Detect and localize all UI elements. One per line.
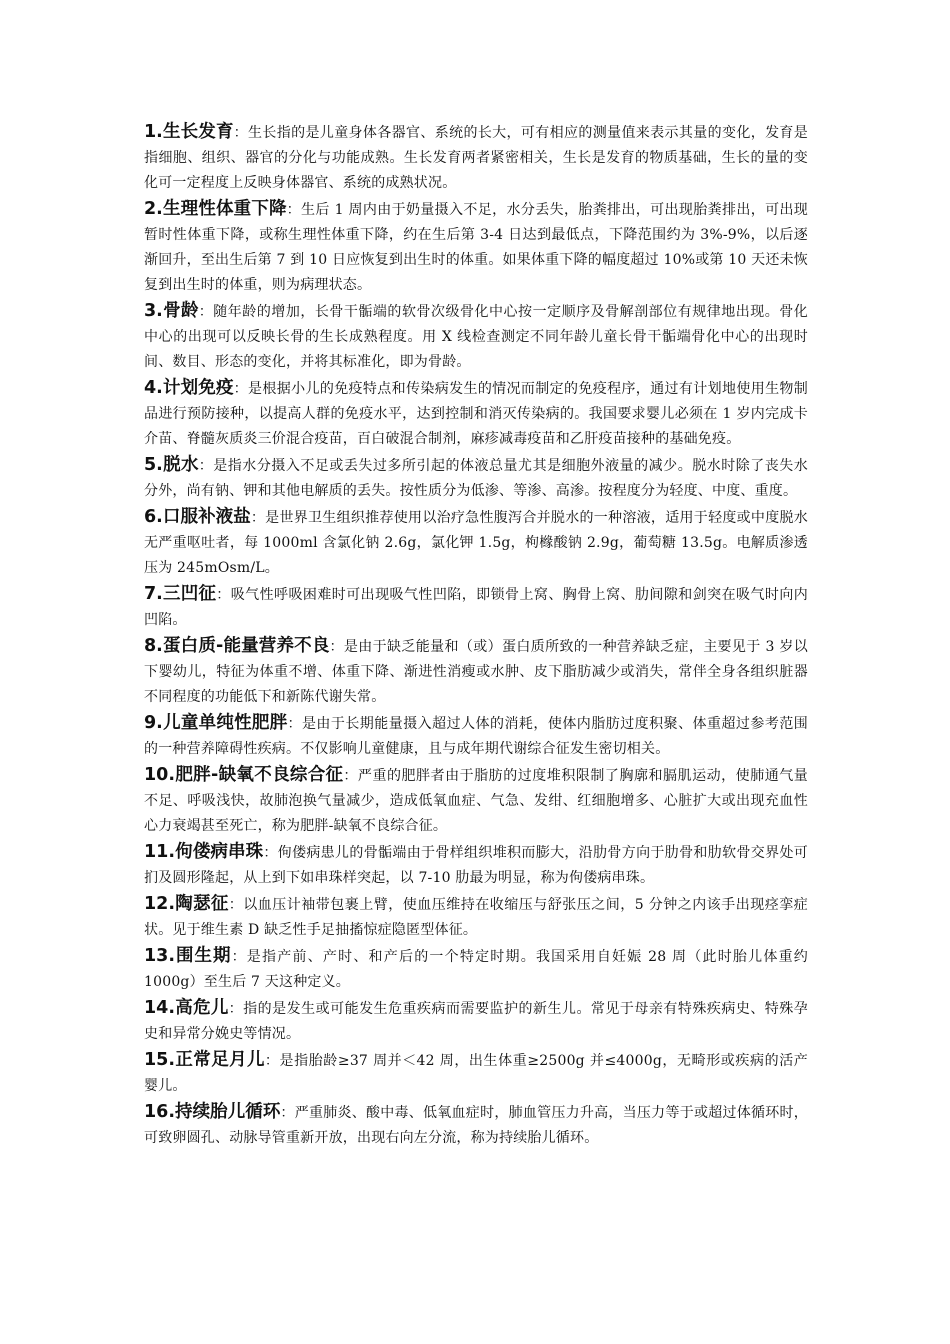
definition-entry-13 [144, 944, 808, 995]
definition-entry-5 [144, 453, 808, 504]
definition-entry-12 [144, 892, 808, 943]
term-colon: ： [228, 1001, 244, 1017]
term-definition: 佝偻病患儿的骨骺端由于骨样组织堆积而膨大，沿肋骨方向于肋骨和肋软骨交界处可扪及圆形隆起，从上到下如串珠样突起，以 7-10 肋最为明显，称为佝偻病串珠。 [144, 845, 808, 886]
term-definition: 是由于缺乏能量和（或）蛋白质所致的一种营养缺乏症，主要见于 3 岁以下婴幼儿，特征为体重不增、体重下降、渐进性消瘦或水肿、皮下脂肪减少或消失，常伴全身各组织脏器不同程度的功能低下和新陈代谢失常。 [144, 639, 809, 705]
term-colon: ： [228, 897, 244, 913]
term-colon: ： [287, 716, 302, 732]
definition-entry-7 [144, 582, 808, 633]
term-title: 13.围生期 [144, 946, 232, 966]
term-colon: ： [231, 949, 247, 965]
term-colon: ： [233, 125, 249, 141]
term-definition: 指的是发生或可能发生危重疾病而需要监护的新生儿。常见于母亲有特殊疾病史、特殊孕史和异常分娩史等情况。 [144, 1001, 808, 1042]
term-definition: 是指水分摄入不足或丢失过多所引起的体液总量尤其是细胞外液量的减少。脱水时除了丧失水分外，尚有钠、钾和其他电解质的丢失。按性质分为低渗、等渗、高渗。按程度分为轻度、中度、重度。 [144, 458, 808, 499]
term-title: 16.持续胎儿循环 [144, 1102, 281, 1122]
definition-entry-2 [144, 197, 808, 298]
term-definition: 是指胎龄≥37 周并＜42 周，出生体重≥2500g 并≤4000g，无畸形或疾病的活产婴儿。 [144, 1053, 808, 1094]
term-title: 10.肥胖-缺氧不良综合征 [144, 765, 344, 785]
term-title: 3.骨龄 [144, 301, 199, 321]
term-title: 4.计划免疫 [144, 378, 234, 398]
term-colon: ： [198, 304, 214, 320]
definition-entry-14 [144, 996, 808, 1047]
definition-entry-6 [144, 505, 808, 581]
term-colon: ： [198, 458, 214, 474]
term-title: 15.正常足月儿 [144, 1050, 265, 1070]
term-colon: ： [280, 1105, 295, 1121]
term-definition: 以血压计袖带包裹上臂，使血压维持在收缩压与舒张压之间，5 分钟之内该手出现痉挛症状。见于维生素 D 缺乏性手足抽搐惊症隐匿型体征。 [144, 897, 808, 938]
term-title: 7.三凹征 [144, 584, 217, 604]
term-title: 9.儿童单纯性肥胖 [144, 713, 288, 733]
term-colon: ： [343, 768, 358, 784]
definition-entry-9 [144, 711, 808, 762]
term-definition: 吸气性呼吸困难时可出现吸气性凹陷，即锁骨上窝、胸骨上窝、肋间隙和剑突在吸气时向内凹陷。 [144, 587, 809, 628]
term-title: 1.生长发育 [144, 122, 234, 142]
term-definition: 是世界卫生组织推荐使用以治疗急性腹泻合并脱水的一种溶液，适用于轻度或中度脱水无严重呕吐者，每 1000ml 含氯化钠 2.6g，氯化钾 1.5g，枸橼酸钠 2.9g，葡萄糖 13.5g。电解质渗透压为 245mOsm/L。 [144, 510, 808, 576]
term-title: 5.脱水 [144, 455, 199, 475]
term-definition: 生后 1 周内由于奶量摄入不足，水分丢失，胎粪排出，可出现胎粪排出，可出现暂时性体重下降，或称生理性体重下降，约在生后第 3-4 日达到最低点，下降范围约为 3%-9%，以后逐渐回升，至出生后第 7 到 10 日应恢复到出生时的体重。如果体重下降的幅度超过 10%或第 10 天还未恢复到出生时的体重，则为病理状态。 [144, 202, 809, 293]
term-colon: ： [250, 510, 266, 526]
definition-entry-1 [144, 120, 808, 196]
term-colon: ： [263, 845, 278, 861]
term-definition: 严重的肥胖者由于脂肪的过度堆积限制了胸廓和膈肌运动，使肺通气量不足、呼吸浅快，故肺泡换气量减少，造成低氧血症、气急、发绀、红细胞增多、心脏扩大或出现充血性心力衰竭甚至死亡，称为肥胖-缺氧不良综合征。 [144, 768, 808, 834]
term-colon: ： [286, 202, 302, 218]
definition-entry-4 [144, 376, 808, 452]
term-definition: 随年龄的增加，长骨干骺端的软骨次级骨化中心按一定顺序及骨解剖部位有规律地出现。骨化中心的出现可以反映长骨的生长成熟程度。用 X 线检查测定不同年龄儿童长骨干骺端骨化中心的出现时间、数目、形态的变化，并将其标准化，即为骨龄。 [144, 304, 808, 370]
term-definition: 是根据小儿的免疫特点和传染病发生的情况而制定的免疫程序，通过有计划地使用生物制品进行预防接种，以提高人群的免疫水平，达到控制和消灭传染病的。我国要求婴儿必须在 1 岁内完成卡介苗、脊髓灰质炎三价混合疫苗，百白破混合制剂，麻疹减毒疫苗和乙肝疫苗接种的基础免疫。 [144, 381, 808, 447]
term-definition: 是由于长期能量摄入超过人体的消耗，使体内脂肪过度积聚、体重超过参考范围的一种营养障碍性疾病。不仅影响儿童健康，且与成年期代谢综合征发生密切相关。 [144, 716, 809, 757]
definition-entry-10 [144, 763, 808, 839]
definition-entry-16 [144, 1100, 808, 1151]
term-title: 11.佝偻病串珠 [144, 842, 264, 862]
term-colon: ： [264, 1053, 280, 1069]
term-title: 2.生理性体重下降 [144, 199, 287, 219]
definition-entry-15 [144, 1048, 808, 1099]
term-title: 8.蛋白质-能量营养不良 [144, 636, 330, 656]
term-colon: ： [329, 639, 344, 655]
term-definition: 是指产前、产时、和产后的一个特定时期。我国采用自妊娠 28 周（此时胎儿体重约 1000g）至生后 7 天这种定义。 [144, 949, 808, 990]
definition-entry-8 [144, 634, 808, 710]
term-definition: 生长指的是儿童身体各器官、系统的长大，可有相应的测量值来表示其量的变化，发育是指细胞、组织、器官的分化与功能成熟。生长发育两者紧密相关，生长是发育的物质基础，生长的量的变化可一定程度上反映身体器官、系统的成熟状况。 [144, 125, 808, 191]
term-definition: 严重肺炎、酸中毒、低氧血症时，肺血管压力升高，当压力等于或超过体循环时，可致卵圆孔、动脉导管重新开放，出现右向左分流，称为持续胎儿循环。 [144, 1105, 808, 1146]
term-colon: ： [233, 381, 249, 397]
document-page [144, 120, 808, 1152]
term-title: 6.口服补液盐 [144, 507, 251, 527]
term-title: 14.高危儿 [144, 998, 229, 1018]
term-colon: ： [216, 587, 231, 603]
definition-entry-3 [144, 299, 808, 375]
definition-entry-11 [144, 840, 808, 891]
term-title: 12.陶瑟征 [144, 894, 229, 914]
